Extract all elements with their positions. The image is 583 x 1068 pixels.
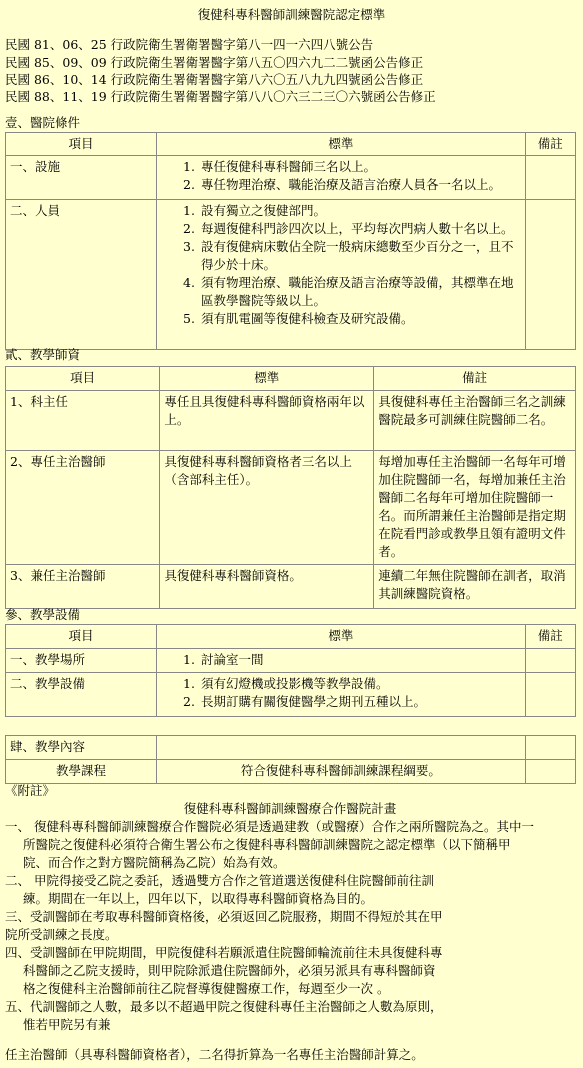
list-item: 2. 長期訂購有關復健醫學之期刊五種以上。 [183,694,427,709]
appendix-line: 格之復健科主治醫師前往乙院督導復健醫療工作，每週至少一次 。 [23,981,390,996]
row-note: 具復健科專任主治醫師三名之訓練醫院最多可訓練住院醫師二名。 [374,391,576,451]
column-header: 標準 [160,367,374,391]
row-item: 1、科主任 [6,391,160,451]
table-row [6,673,576,717]
row-item: 教學課程 [6,760,157,784]
table-row [6,391,576,451]
row-note: 每增加專任主治醫師一名每年可增加住院醫師一名，每增加兼任主治醫師二名每年可增加住院醫師一名。而所謂兼任主治醫師是指定期在院看門診或教學且領有證明文件者。 [374,451,576,565]
document-title: 復健科專科醫師訓練醫院認定標準 [197,7,386,22]
teaching-equipment-table [5,624,576,717]
appendix-title: 復健科專科醫師訓練醫療合作醫院計畫 [183,801,397,816]
appendix-line: 四、受訓醫師在甲院期間，甲院復健科若願派遣住院醫師輪流前往未具復健科專 [5,945,443,960]
table-row [6,156,576,200]
list-item: 1. 專任復健科專科醫師三名以上。 [183,159,377,174]
teaching-content-table [5,735,576,784]
column-header: 項目 [6,625,157,649]
row-note [525,156,575,200]
table-row [6,760,576,784]
list-item: 1. 須有幻燈機或投影機等教學設備。 [183,676,389,691]
column-header: 項目 [6,367,160,391]
appendix-line: 所醫院之復健科必須符合衛生署公布之復健科專科醫師訓練醫院之認定標準（以下簡稱甲 [23,837,511,852]
table-row [6,200,576,350]
row-item: 3、兼任主治醫師 [6,565,160,609]
appendix-line: 惟若甲院另有兼 [23,1017,111,1032]
section-heading: 壹、醫院條件 [5,115,81,130]
teaching-faculty-table [5,366,576,609]
appendix-line: 院、而合作之對方醫院簡稱為乙院）始為有效。 [23,855,286,870]
section-heading: 肆、教學內容 [6,736,157,760]
row-item: 一、設施 [6,156,157,200]
list-item: 3. 設有復健病床數佔全院一般病床總數至少百分之一，且不得少於十床。 [183,239,514,272]
row-standard [157,200,526,350]
hospital-conditions-table [5,132,576,350]
announcement-line: 民國 86、10、14 行政院衛生署衛署醫字第八六〇五八九九四號函公告修正 [5,72,424,87]
row-note [525,200,575,350]
row-item: 二、教學設備 [6,673,157,717]
list-item: 1. 討論室一間 [183,652,264,667]
row-note: 連續二年無住院醫師在訓者，取消其訓練醫院資格。 [374,565,576,609]
appendix-line: 院所受訓練之長度。 [5,927,118,942]
appendix-line: 二、 甲院得接受乙院之委託，透過雙方合作之管道選送復健科住院醫師前往訓 [5,873,434,888]
list-item: 4. 須有物理治療、職能治療及語言治療等設備，其標準在地區教學醫院等級以上。 [183,275,514,308]
list-item: 2. 每週復健科門診四次以上，平均每次門病人數十名以上。 [183,221,514,236]
column-header: 標準 [157,133,526,156]
row-standard: 符合復健科專科醫師訓練課程綱要。 [157,760,526,784]
row-item: 二、人員 [6,200,157,350]
appendix-line: 三、受訓醫師在考取專科醫師資格後，必須返回乙院服務，期間不得短於其在甲 [5,909,443,924]
section-heading: 貳、教學師資 [5,347,81,362]
appendix-line: 一、 復健科專科醫師訓練醫療合作醫院必須是透過建教（或醫療）合作之兩所醫院為之。其中一 [5,819,534,834]
column-header: 項目 [6,133,157,156]
row-standard: 專任且具復健科專科醫師資格兩年以上。 [160,391,374,451]
row-standard [157,156,526,200]
row-note [525,673,575,717]
appendix-line: 練。期間在一年以上，四年以下，以取得專科醫師資格為目的。 [23,891,374,906]
section-heading: 參、教學設備 [5,607,81,622]
table-row [6,451,576,565]
announcement-line: 民國 81、06、25 行政院衛生署衛署醫字第八一四一六四八號公告 [5,37,374,52]
row-note [525,649,575,673]
list-item: 1. 設有獨立之復健部門。 [183,203,327,218]
row-standard: 具復健科專科醫師資格。 [160,565,374,609]
column-header: 備註 [525,625,575,649]
appendix-line: 五、代訓醫師之人數，最多以不超過甲院之復健科專任主治醫師之人數為原則， [5,999,443,1014]
list-item: 2. 專任物理治療、職能治療及語言治療人員各一名以上。 [183,177,502,192]
column-header: 備註 [374,367,576,391]
list-item: 5. 須有肌電圖等復健科檢查及研究設備。 [183,311,414,326]
row-standard [157,673,526,717]
appendix-footer: 任主治醫師（具專科醫師資格者），二名得折算為一名專任主治醫師計算之。 [5,1047,424,1062]
column-header: 備註 [525,133,575,156]
appendix-line: 科醫師之乙院支援時，則甲院除派遣住院醫師外，必須另派具有專科醫師資 [23,963,436,978]
row-item: 一、教學場所 [6,649,157,673]
row-item: 2、專任主治醫師 [6,451,160,565]
announcement-line: 民國 88、11、19 行政院衛生署衛署醫字第八八〇六三二三〇六號函公告修正 [5,89,436,104]
appendix-label: 《附註》 [5,783,56,798]
table-row [6,649,576,673]
announcement-line: 民國 85、09、09 行政院衛生署衛署醫字第八五〇四六九二二號函公告修正 [5,55,424,70]
row-standard [157,649,526,673]
column-header: 標準 [157,625,526,649]
row-standard: 具復健科專科醫師資格者三名以上（含部科主任）。 [160,451,374,565]
table-row [6,565,576,609]
